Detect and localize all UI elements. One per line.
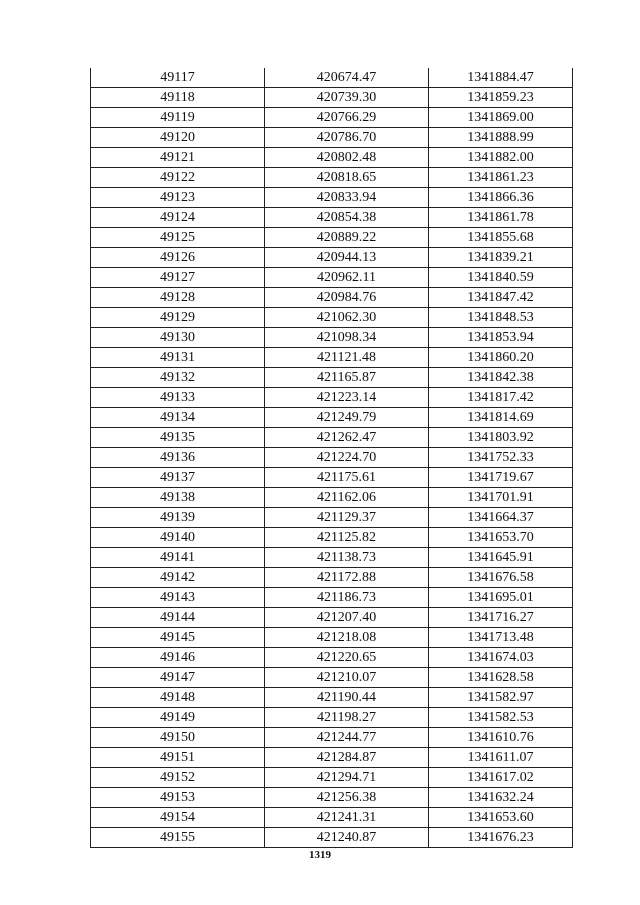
y-coordinate-cell: 1341645.91 [429, 548, 573, 568]
point-id-cell: 49138 [91, 488, 265, 508]
point-id-cell: 49133 [91, 388, 265, 408]
table-row [91, 788, 573, 808]
y-coordinate-cell: 1341884.47 [429, 68, 573, 88]
table-row [91, 268, 573, 288]
point-id-cell: 49118 [91, 88, 265, 108]
table-row [91, 808, 573, 828]
table-row [91, 148, 573, 168]
table-row [91, 748, 573, 768]
y-coordinate-cell: 1341752.33 [429, 448, 573, 468]
table-row [91, 88, 573, 108]
table-row [91, 348, 573, 368]
point-id-cell: 49137 [91, 468, 265, 488]
x-coordinate-cell: 420962.11 [265, 268, 429, 288]
x-coordinate-cell: 421190.44 [265, 688, 429, 708]
point-id-cell: 49153 [91, 788, 265, 808]
y-coordinate-cell: 1341582.53 [429, 708, 573, 728]
x-coordinate-cell: 421165.87 [265, 368, 429, 388]
table-row [91, 568, 573, 588]
table-row [91, 708, 573, 728]
point-id-cell: 49124 [91, 208, 265, 228]
point-id-cell: 49152 [91, 768, 265, 788]
point-id-cell: 49128 [91, 288, 265, 308]
y-coordinate-cell: 1341859.23 [429, 88, 573, 108]
x-coordinate-cell: 421138.73 [265, 548, 429, 568]
point-id-cell: 49117 [91, 68, 265, 88]
table-row [91, 108, 573, 128]
point-id-cell: 49148 [91, 688, 265, 708]
y-coordinate-cell: 1341848.53 [429, 308, 573, 328]
y-coordinate-cell: 1341853.94 [429, 328, 573, 348]
point-id-cell: 49119 [91, 108, 265, 128]
point-id-cell: 49126 [91, 248, 265, 268]
y-coordinate-cell: 1341840.59 [429, 268, 573, 288]
x-coordinate-cell: 421198.27 [265, 708, 429, 728]
table-row [91, 228, 573, 248]
x-coordinate-cell: 421129.37 [265, 508, 429, 528]
y-coordinate-cell: 1341861.23 [429, 168, 573, 188]
y-coordinate-cell: 1341582.97 [429, 688, 573, 708]
x-coordinate-cell: 421284.87 [265, 748, 429, 768]
point-id-cell: 49135 [91, 428, 265, 448]
y-coordinate-cell: 1341888.99 [429, 128, 573, 148]
x-coordinate-cell: 420818.65 [265, 168, 429, 188]
table-row [91, 208, 573, 228]
y-coordinate-cell: 1341701.91 [429, 488, 573, 508]
x-coordinate-cell: 420802.48 [265, 148, 429, 168]
point-id-cell: 49141 [91, 548, 265, 568]
x-coordinate-cell: 420766.29 [265, 108, 429, 128]
x-coordinate-cell: 421220.65 [265, 648, 429, 668]
x-coordinate-cell: 421294.71 [265, 768, 429, 788]
y-coordinate-cell: 1341676.23 [429, 828, 573, 848]
y-coordinate-cell: 1341817.42 [429, 388, 573, 408]
y-coordinate-cell: 1341842.38 [429, 368, 573, 388]
y-coordinate-cell: 1341866.36 [429, 188, 573, 208]
point-id-cell: 49130 [91, 328, 265, 348]
coordinate-table-container [90, 68, 572, 848]
x-coordinate-cell: 421186.73 [265, 588, 429, 608]
table-row [91, 328, 573, 348]
x-coordinate-cell: 420786.70 [265, 128, 429, 148]
table-row [91, 468, 573, 488]
y-coordinate-cell: 1341839.21 [429, 248, 573, 268]
point-id-cell: 49151 [91, 748, 265, 768]
table-row [91, 688, 573, 708]
table-row [91, 648, 573, 668]
point-id-cell: 49147 [91, 668, 265, 688]
x-coordinate-cell: 420739.30 [265, 88, 429, 108]
point-id-cell: 49140 [91, 528, 265, 548]
y-coordinate-cell: 1341719.67 [429, 468, 573, 488]
x-coordinate-cell: 420944.13 [265, 248, 429, 268]
table-row [91, 628, 573, 648]
y-coordinate-cell: 1341695.01 [429, 588, 573, 608]
y-coordinate-cell: 1341803.92 [429, 428, 573, 448]
x-coordinate-cell: 421218.08 [265, 628, 429, 648]
x-coordinate-cell: 421223.14 [265, 388, 429, 408]
y-coordinate-cell: 1341882.00 [429, 148, 573, 168]
table-row [91, 68, 573, 88]
table-row [91, 308, 573, 328]
x-coordinate-cell: 421240.87 [265, 828, 429, 848]
table-row [91, 668, 573, 688]
point-id-cell: 49122 [91, 168, 265, 188]
x-coordinate-cell: 420854.38 [265, 208, 429, 228]
y-coordinate-cell: 1341860.20 [429, 348, 573, 368]
table-row [91, 428, 573, 448]
x-coordinate-cell: 421121.48 [265, 348, 429, 368]
point-id-cell: 49154 [91, 808, 265, 828]
point-id-cell: 49144 [91, 608, 265, 628]
point-id-cell: 49139 [91, 508, 265, 528]
table-row [91, 588, 573, 608]
point-id-cell: 49142 [91, 568, 265, 588]
x-coordinate-cell: 420889.22 [265, 228, 429, 248]
point-id-cell: 49123 [91, 188, 265, 208]
table-row [91, 508, 573, 528]
table-row [91, 388, 573, 408]
y-coordinate-cell: 1341814.69 [429, 408, 573, 428]
table-row [91, 168, 573, 188]
y-coordinate-cell: 1341716.27 [429, 608, 573, 628]
x-coordinate-cell: 420674.47 [265, 68, 429, 88]
y-coordinate-cell: 1341847.42 [429, 288, 573, 308]
y-coordinate-cell: 1341869.00 [429, 108, 573, 128]
point-id-cell: 49132 [91, 368, 265, 388]
point-id-cell: 49127 [91, 268, 265, 288]
x-coordinate-cell: 420833.94 [265, 188, 429, 208]
table-row [91, 128, 573, 148]
y-coordinate-cell: 1341617.02 [429, 768, 573, 788]
point-id-cell: 49143 [91, 588, 265, 608]
table-row [91, 608, 573, 628]
y-coordinate-cell: 1341611.07 [429, 748, 573, 768]
table-row [91, 488, 573, 508]
point-id-cell: 49145 [91, 628, 265, 648]
x-coordinate-cell: 421162.06 [265, 488, 429, 508]
y-coordinate-cell: 1341713.48 [429, 628, 573, 648]
coordinate-table-body [91, 68, 573, 848]
x-coordinate-cell: 421241.31 [265, 808, 429, 828]
page-number: 1319 [309, 849, 331, 861]
x-coordinate-cell: 421125.82 [265, 528, 429, 548]
point-id-cell: 49134 [91, 408, 265, 428]
y-coordinate-cell: 1341664.37 [429, 508, 573, 528]
x-coordinate-cell: 421224.70 [265, 448, 429, 468]
x-coordinate-cell: 421172.88 [265, 568, 429, 588]
table-row [91, 248, 573, 268]
table-row [91, 408, 573, 428]
point-id-cell: 49149 [91, 708, 265, 728]
x-coordinate-cell: 421244.77 [265, 728, 429, 748]
table-row [91, 448, 573, 468]
x-coordinate-cell: 421210.07 [265, 668, 429, 688]
x-coordinate-cell: 421175.61 [265, 468, 429, 488]
table-row [91, 528, 573, 548]
x-coordinate-cell: 421249.79 [265, 408, 429, 428]
x-coordinate-cell: 421098.34 [265, 328, 429, 348]
y-coordinate-cell: 1341628.58 [429, 668, 573, 688]
y-coordinate-cell: 1341610.76 [429, 728, 573, 748]
y-coordinate-cell: 1341676.58 [429, 568, 573, 588]
table-row [91, 188, 573, 208]
y-coordinate-cell: 1341653.60 [429, 808, 573, 828]
y-coordinate-cell: 1341653.70 [429, 528, 573, 548]
y-coordinate-cell: 1341674.03 [429, 648, 573, 668]
table-row [91, 728, 573, 748]
x-coordinate-cell: 421256.38 [265, 788, 429, 808]
y-coordinate-cell: 1341855.68 [429, 228, 573, 248]
point-id-cell: 49125 [91, 228, 265, 248]
point-id-cell: 49155 [91, 828, 265, 848]
y-coordinate-cell: 1341861.78 [429, 208, 573, 228]
x-coordinate-cell: 420984.76 [265, 288, 429, 308]
point-id-cell: 49129 [91, 308, 265, 328]
table-row [91, 548, 573, 568]
point-id-cell: 49136 [91, 448, 265, 468]
table-row [91, 768, 573, 788]
y-coordinate-cell: 1341632.24 [429, 788, 573, 808]
x-coordinate-cell: 421062.30 [265, 308, 429, 328]
table-row [91, 368, 573, 388]
coordinate-table [90, 68, 573, 848]
point-id-cell: 49121 [91, 148, 265, 168]
point-id-cell: 49131 [91, 348, 265, 368]
point-id-cell: 49146 [91, 648, 265, 668]
x-coordinate-cell: 421262.47 [265, 428, 429, 448]
table-row [91, 828, 573, 848]
point-id-cell: 49120 [91, 128, 265, 148]
point-id-cell: 49150 [91, 728, 265, 748]
x-coordinate-cell: 421207.40 [265, 608, 429, 628]
table-row [91, 288, 573, 308]
